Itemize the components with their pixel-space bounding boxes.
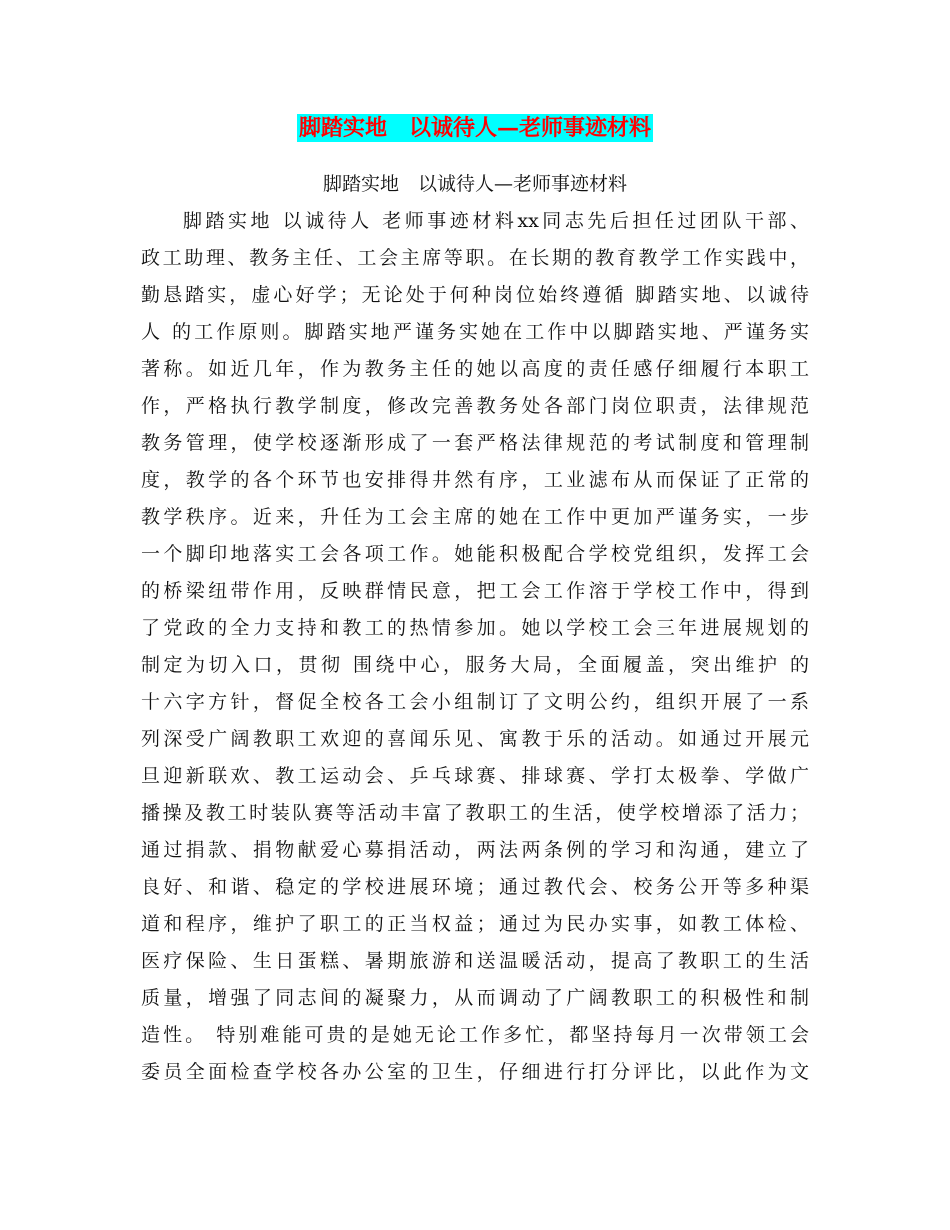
document-body bbox=[141, 203, 809, 1091]
body-line: 著称。如近几年，作为教务主任的她以高度的责任感仔细履行本职工 bbox=[141, 358, 809, 380]
body-line: 作，严格执行教学制度，修改完善教务处各部门岗位职责，法律规范 bbox=[141, 395, 809, 417]
body-line: 质量，增强了同志间的凝聚力，从而调动了广阔教职工的积极性和制 bbox=[141, 987, 809, 1009]
body-line: 脚踏实地 以诚待人 老师事迹材料xx同志先后担任过团队干部、 bbox=[183, 210, 809, 232]
document-title-text: 脚踏实地 以诚待人—老师事迹材料 bbox=[298, 115, 651, 141]
body-line: 的桥梁纽带作用，反映群情民意，把工会工作溶于学校工作中，得到 bbox=[141, 580, 809, 602]
body-line: 教务管理，使学校逐渐形成了一套严格法律规范的考试制度和管理制 bbox=[141, 432, 809, 454]
document-title bbox=[0, 112, 950, 144]
body-line: 教学秩序。近来，升任为工会主席的她在工作中更加严谨务实，一步 bbox=[141, 506, 809, 528]
body-line: 通过捐款、捐物献爱心募捐活动，两法两条例的学习和沟通，建立了 bbox=[141, 839, 809, 861]
document-subtitle: 脚踏实地 以诚待人—老师事迹材料 bbox=[322, 173, 627, 195]
body-line: 造性。 特别难能可贵的是她无论工作多忙，都坚持每月一次带领工会 bbox=[141, 1024, 809, 1046]
body-line: 十六字方针，督促全校各工会小组制订了文明公约，组织开展了一系 bbox=[141, 691, 809, 713]
body-line: 了党政的全力支持和教工的热情参加。她以学校工会三年进展规划的 bbox=[141, 617, 809, 639]
body-line: 良好、和谐、稳定的学校进展环境；通过教代会、校务公开等多种渠 bbox=[141, 876, 809, 898]
body-line: 旦迎新联欢、教工运动会、乒乓球赛、排球赛、学打太极拳、学做广 bbox=[141, 765, 809, 787]
body-line: 度，教学的各个环节也安排得井然有序，工业滤布从而保证了正常的 bbox=[141, 469, 809, 491]
body-line: 医疗保险、生日蛋糕、暑期旅游和送温暖活动，提高了教职工的生活 bbox=[141, 950, 809, 972]
body-line: 播操及教工时装队赛等活动丰富了教职工的生活，使学校增添了活力； bbox=[141, 802, 809, 824]
body-line: 人 的工作原则。脚踏实地严谨务实她在工作中以脚踏实地、严谨务实 bbox=[141, 321, 809, 343]
body-line: 制定为切入口，贯彻 围绕中心，服务大局，全面履盖，突出维护 的 bbox=[141, 654, 809, 676]
body-line: 道和程序，维护了职工的正当权益；通过为民办实事，如教工体检、 bbox=[141, 913, 809, 935]
body-line: 政工助理、教务主任、工会主席等职。在长期的教育教学工作实践中， bbox=[141, 247, 809, 269]
body-line: 一个脚印地落实工会各项工作。她能积极配合学校党组织，发挥工会 bbox=[141, 543, 809, 565]
body-line: 列深受广阔教职工欢迎的喜闻乐见、寓教于乐的活动。如通过开展元 bbox=[141, 728, 809, 750]
body-line: 勤恳踏实，虚心好学；无论处于何种岗位始终遵循 脚踏实地、以诚待 bbox=[141, 284, 809, 306]
body-line: 委员全面检查学校各办公室的卫生，仔细进行打分评比，以此作为文 bbox=[141, 1061, 809, 1083]
